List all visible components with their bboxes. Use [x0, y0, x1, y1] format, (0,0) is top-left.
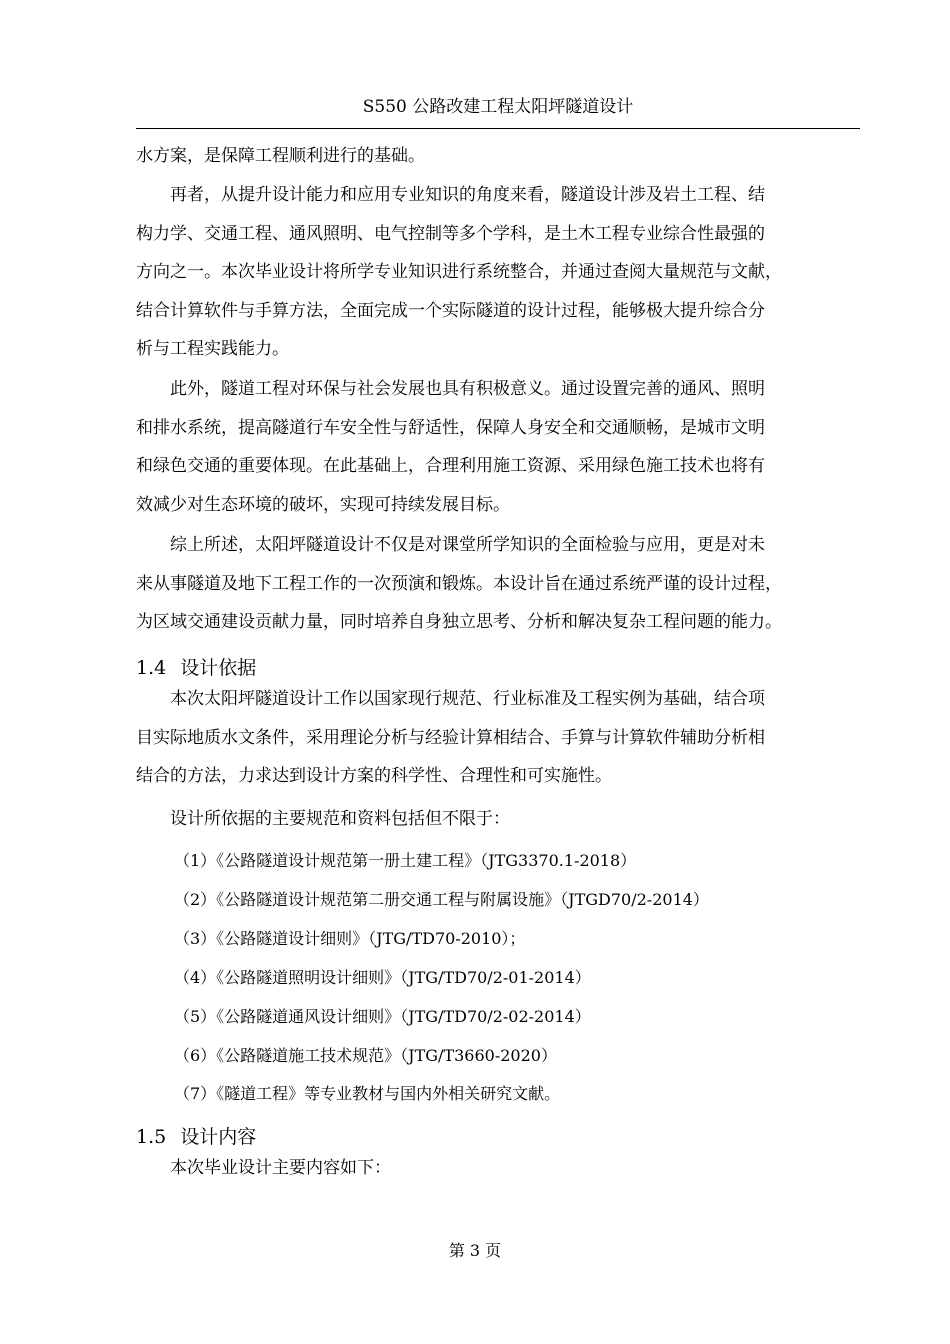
paragraph-design-ability: [136, 176, 850, 369]
text-line: 方向之一。本次毕业设计将所学专业知识进行系统整合，并通过查阅大量规范与文献，: [136, 262, 782, 283]
text-line: 设计所依据的主要规范和资料包括但不限于：: [136, 809, 510, 829]
page-number: 第 3 页: [448, 1241, 502, 1260]
section-number: 1.5: [136, 1126, 167, 1148]
text-line: 构力学、交通工程、通风照明、电气控制等多个学科，是土木工程专业综合性最强的: [136, 223, 765, 244]
text-line: 和排水系统，提高隧道行车安全性与舒适性，保障人身安全和交通顺畅，是城市文明: [136, 417, 765, 438]
reference-item: （1）《公路隧道设计规范第一册土建工程》（JTG3370.1-2018）: [174, 851, 637, 870]
reference-item: （2）《公路隧道设计规范第二册交通工程与附属设施》（JTGD70/2-2014）: [174, 890, 709, 909]
text-line: 本次毕业设计主要内容如下：: [136, 1158, 391, 1178]
reference-item: （7）《隧道工程》等专业教材与国内外相关研究文献。: [174, 1084, 561, 1103]
section-number: 1.4: [136, 657, 167, 679]
paragraph-continuation: [136, 137, 850, 176]
section-heading-1-5: [136, 1122, 256, 1149]
text-line: 结合的方法，力求达到设计方案的科学性、合理性和可实施性。: [136, 766, 612, 787]
reference-item: （3）《公路隧道设计细则》（JTG/TD70-2010）；: [174, 929, 526, 948]
text-line: 和绿色交通的重要体现。在此基础上，合理利用施工资源、采用绿色施工技术也将有: [136, 456, 765, 477]
text-line: 目实际地质水文条件，采用理论分析与经验计算相结合、手算与计算软件辅助分析相: [136, 727, 765, 748]
paragraph-summary: [136, 526, 850, 642]
paragraph-environment: [136, 370, 850, 524]
text-line: 再者，从提升设计能力和应用专业知识的角度来看，隧道设计涉及岩土工程、结: [136, 185, 765, 205]
paragraph-specs-intro: [136, 800, 850, 839]
text-line: 为区域交通建设贡献力量，同时培养自身独立思考、分析和解决复杂工程问题的能力。: [136, 612, 782, 633]
text-line: 此外，隧道工程对环保与社会发展也具有积极意义。通过设置完善的通风、照明: [136, 379, 765, 399]
reference-item: （4）《公路隧道照明设计细则》（JTG/TD70/2-01-2014）: [174, 968, 591, 987]
text-line: 水方案，是保障工程顺利进行的基础。: [136, 146, 425, 166]
paragraph-content-intro: [136, 1149, 850, 1188]
reference-item: （5）《公路隧道通风设计细则》（JTG/TD70/2-02-2014）: [174, 1007, 591, 1026]
text-line: 本次太阳坪隧道设计工作以国家现行规范、行业标准及工程实例为基础，结合项: [136, 689, 765, 709]
text-line: 来从事隧道及地下工程工作的一次预演和锻炼。本设计旨在通过系统严谨的设计过程，: [136, 573, 782, 594]
section-title: 设计依据: [180, 657, 257, 679]
reference-item: （6）《公路隧道施工技术规范》（JTG/T3660-2020）: [174, 1046, 557, 1065]
header-rule: [136, 128, 860, 129]
section-heading-1-4: [136, 653, 256, 680]
text-line: 效减少对生态环境的破坏，实现可持续发展目标。: [136, 494, 510, 515]
paragraph-basis: [136, 680, 850, 796]
page-header-title: S550 公路改建工程太阳坪隧道设计: [362, 97, 634, 117]
text-line: 综上所述，太阳坪隧道设计不仅是对课堂所学知识的全面检验与应用，更是对未: [136, 535, 765, 555]
section-title: 设计内容: [180, 1126, 257, 1148]
text-line: 析与工程实践能力。: [136, 339, 289, 360]
text-line: 结合计算软件与手算方法，全面完成一个实际隧道的设计过程，能够极大提升综合分: [136, 300, 765, 321]
